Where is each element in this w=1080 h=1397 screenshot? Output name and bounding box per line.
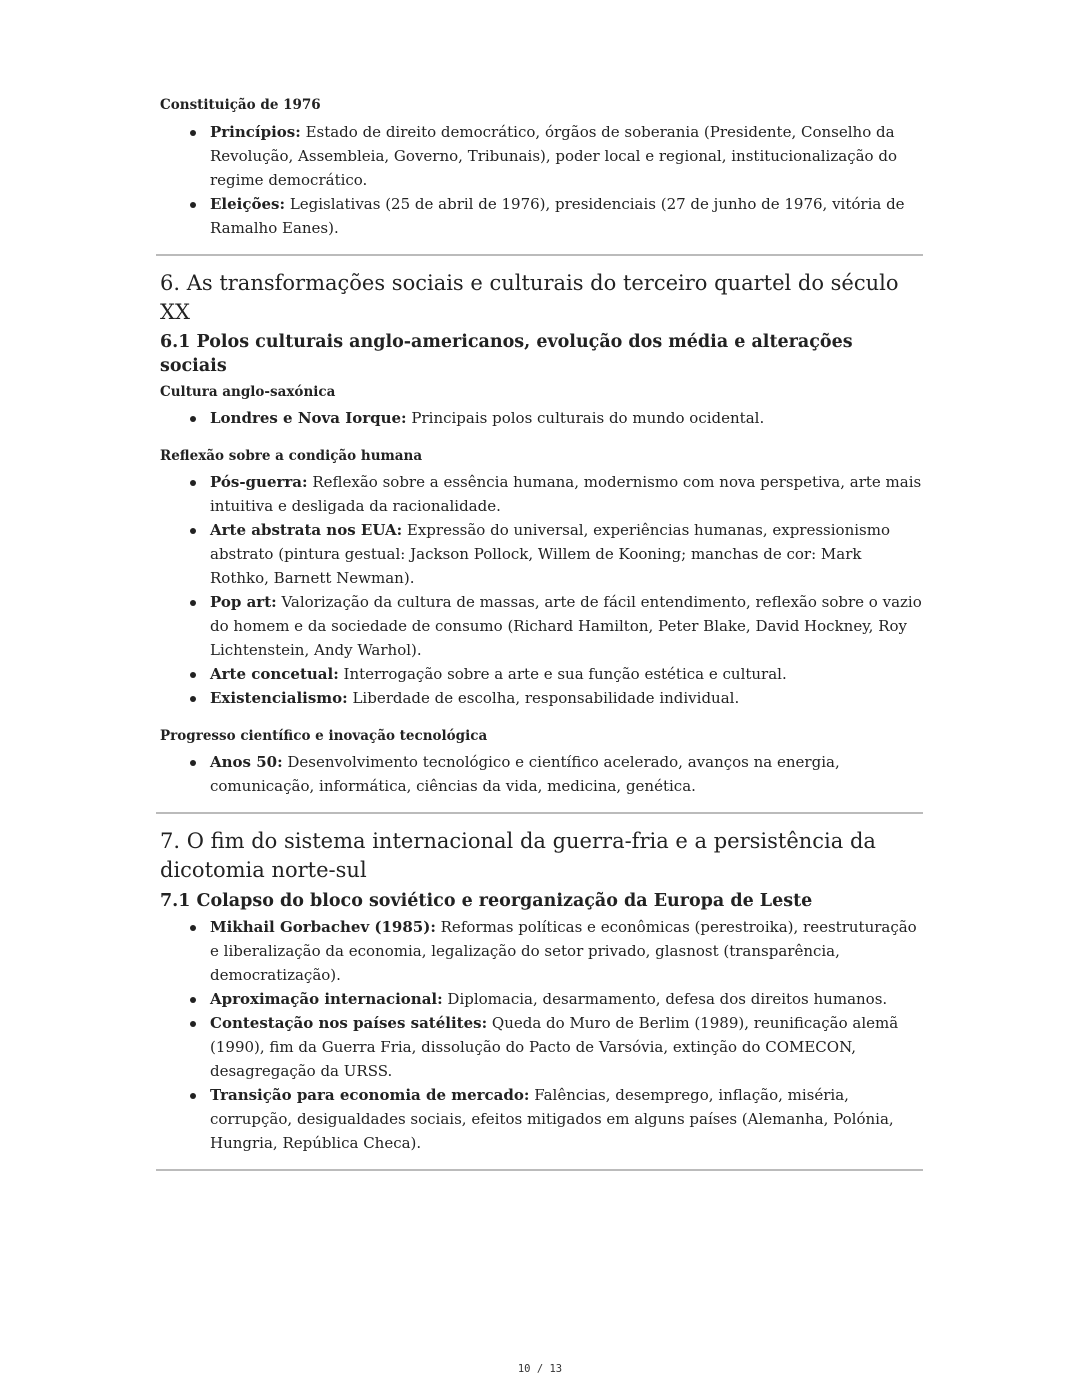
subheading: Reflexão sobre a condição humana [160, 448, 423, 464]
subheading: Cultura anglo-saxónica [160, 384, 336, 400]
list-item: Contestação nos países satélites: Queda do Muro de Berlim (1989), reunificação alemã (1990), fim da Guerra Fria, dissolução do Pacto de Varsóvia, extinção do COMECON, desagregação da URSS. [160, 1011, 922, 1083]
divider [156, 254, 923, 256]
list-item: Pós-guerra: Reflexão sobre a essência humana, modernismo com nova perspetiva, arte mais intuitiva e desligada da racionalidade. [160, 470, 922, 518]
bullet-list [160, 915, 923, 1155]
list-item: Eleições: Legislativas (25 de abril de 1976), presidenciais (27 de junho de 1976, vitória de Ramalho Eanes). [160, 192, 922, 240]
section-title: 7. O fim do sistema internacional da guerra-fria e a persistência da dicotomia norte-sul [160, 829, 876, 882]
section-constituicao [156, 95, 923, 240]
bullet-list [160, 120, 923, 240]
divider [156, 812, 923, 814]
section-subtitle: 7.1 Colapso do bloco soviético e reorganização da Europa de Leste [160, 891, 813, 911]
bullet-list [160, 470, 923, 710]
subheading: Progresso científico e inovação tecnológica [160, 728, 488, 744]
list-item: Pop art: Valorização da cultura de massas, arte de fácil entendimento, reflexão sobre o vazio do homem e da sociedade de consumo (Richard Hamilton, Peter Blake, David Hockney, Roy Lichtenstein, Andy Warhol). [160, 590, 922, 662]
divider [156, 1169, 923, 1171]
subheading: Constituição de 1976 [160, 97, 321, 113]
list-item: Transição para economia de mercado: Falências, desemprego, inflação, miséria, corrupção, desigualdades sociais, efeitos mitigados em alguns países (Alemanha, Polónia, Hungria, República Checa). [160, 1083, 922, 1155]
list-item: Mikhail Gorbachev (1985): Reformas políticas e econômicas (perestroika), reestruturação e liberalização da economia, legalização do setor privado, glasnost (transparência, democratização). [160, 915, 922, 987]
list-item: Princípios: Estado de direito democrático, órgãos de soberania (Presidente, Conselho da Revolução, Assembleia, Governo, Tribunais), poder local e regional, institucionalização do regime democrático. [160, 120, 922, 192]
bullet-list [160, 750, 923, 798]
page-number: 10 / 13 [517, 1363, 563, 1375]
section-title: 6. As transformações sociais e culturais do terceiro quartel do século XX [160, 271, 899, 324]
list-item: Anos 50: Desenvolvimento tecnológico e científico acelerado, avanços na energia, comunicação, informática, ciências da vida, medicina, genética. [160, 750, 922, 798]
section-7 [156, 827, 923, 1155]
section-subtitle: 6.1 Polos culturais anglo-americanos, evolução dos média e alterações sociais [160, 332, 853, 376]
bullet-list [160, 406, 923, 430]
list-item: Arte abstrata nos EUA: Expressão do universal, experiências humanas, expressionismo abstrato (pintura gestual: Jackson Pollock, Willem de Kooning; manchas de cor: Mark Rothko, Barnett Newman). [160, 518, 922, 590]
list-item: Aproximação internacional: Diplomacia, desarmamento, defesa dos direitos humanos. [160, 987, 922, 1011]
section-6 [156, 269, 923, 798]
page-content [156, 95, 923, 1184]
list-item: Existencialismo: Liberdade de escolha, responsabilidade individual. [160, 686, 922, 710]
list-item: Arte concetual: Interrogação sobre a arte e sua função estética e cultural. [160, 662, 922, 686]
list-item: Londres e Nova Iorque: Principais polos culturais do mundo ocidental. [160, 406, 922, 430]
